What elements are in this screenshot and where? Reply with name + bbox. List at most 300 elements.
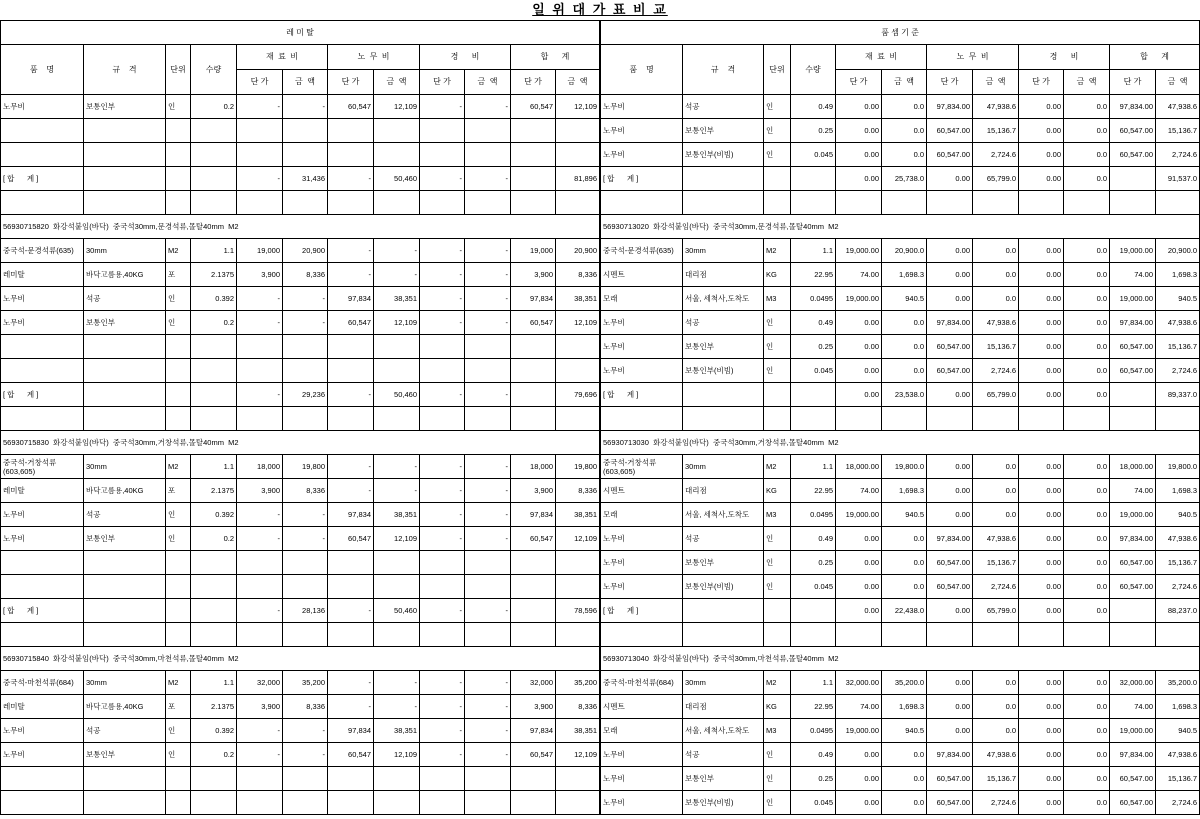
header-amount: 금 액	[374, 70, 420, 95]
unit-cell: 인	[166, 527, 191, 551]
expense-amount-cell: -	[465, 695, 511, 719]
item-row	[1, 239, 600, 263]
expense-amount-cell: 0.0	[1064, 527, 1110, 551]
spec-cell	[84, 767, 166, 791]
labor-unit-price-cell: -	[328, 263, 374, 287]
labor-amount-cell	[374, 335, 420, 359]
total-unit-price-cell	[511, 623, 556, 647]
expense-amount-cell	[465, 623, 511, 647]
labor-unit-price-cell: 97,834	[328, 719, 374, 743]
section-title: 56930715830 화강석붙임(바닥) 중국석30mm,거창석류,몰탈40mm M2	[1, 431, 600, 455]
spec-cell: 보통인부(비빔)	[683, 791, 764, 815]
total-row	[601, 599, 1200, 623]
spec-cell: 석공	[683, 743, 764, 767]
qty-cell	[191, 767, 237, 791]
expense-amount-cell: -	[465, 527, 511, 551]
blank-row	[601, 191, 1200, 215]
expense-amount-cell: 0.0	[1064, 383, 1110, 407]
unit-cell: 인	[764, 767, 791, 791]
total-amount-cell: 12,109	[556, 743, 600, 767]
total-unit-price-cell: 60,547	[511, 743, 556, 767]
unit-cell: 인	[764, 527, 791, 551]
name-cell	[601, 623, 683, 647]
total-amount-cell: 89,337.0	[1156, 383, 1200, 407]
side-title: 품 셈 기 준	[601, 21, 1200, 45]
material-unit-price-cell: 19,000.00	[836, 503, 882, 527]
total-amount-cell: 19,800.0	[1156, 455, 1200, 479]
material-unit-price-cell: 0.00	[836, 119, 882, 143]
material-amount-cell: 8,336	[283, 479, 328, 503]
material-amount-cell: 0.0	[882, 119, 927, 143]
name-cell	[1, 191, 84, 215]
expense-amount-cell: -	[465, 167, 511, 191]
expense-amount-cell: 0.0	[1064, 167, 1110, 191]
qty-cell	[191, 599, 237, 623]
qty-cell	[191, 119, 237, 143]
standard-table	[600, 20, 1200, 815]
material-unit-price-cell: 3,900	[237, 695, 283, 719]
labor-amount-cell: 47,938.6	[973, 311, 1019, 335]
expense-unit-price-cell	[420, 407, 465, 431]
material-amount-cell: 25,738.0	[882, 167, 927, 191]
spec-cell: 보통인부	[84, 311, 166, 335]
expense-unit-price-cell	[420, 143, 465, 167]
name-cell: 노무비	[601, 119, 683, 143]
total-unit-price-cell: 60,547	[511, 95, 556, 119]
name-cell: 모래	[601, 503, 683, 527]
name-cell	[1, 767, 84, 791]
name-cell: 시멘트	[601, 695, 683, 719]
unit-cell: 포	[166, 695, 191, 719]
material-amount-cell	[283, 623, 328, 647]
spec-cell: 보통인부(비빔)	[683, 359, 764, 383]
total-amount-cell	[1156, 407, 1200, 431]
qty-cell: 1.1	[791, 671, 836, 695]
total-amount-cell: 1,698.3	[1156, 263, 1200, 287]
spec-cell: 서울, 세척사,도착도	[683, 287, 764, 311]
material-amount-cell: 0.0	[882, 551, 927, 575]
labor-amount-cell: 15,136.7	[973, 767, 1019, 791]
qty-cell	[791, 599, 836, 623]
labor-unit-price-cell: 60,547	[328, 311, 374, 335]
expense-amount-cell: -	[465, 479, 511, 503]
total-amount-cell: 15,136.7	[1156, 551, 1200, 575]
spec-cell: 바닥고름용,40KG	[84, 695, 166, 719]
expense-amount-cell: -	[465, 719, 511, 743]
spec-cell	[84, 167, 166, 191]
unit-cell: M2	[166, 239, 191, 263]
unit-cell	[166, 551, 191, 575]
unit-cell: 인	[764, 143, 791, 167]
labor-unit-price-cell: -	[328, 695, 374, 719]
labor-unit-price-cell	[328, 407, 374, 431]
qty-cell: 2.1375	[191, 479, 237, 503]
material-unit-price-cell: 0.00	[836, 359, 882, 383]
expense-unit-price-cell: 0.00	[1019, 239, 1064, 263]
total-amount-cell: 35,200.0	[1156, 671, 1200, 695]
qty-cell	[791, 167, 836, 191]
total-amount-cell: 78,596	[556, 599, 600, 623]
expense-unit-price-cell: 0.00	[1019, 767, 1064, 791]
material-unit-price-cell: 0.00	[836, 383, 882, 407]
labor-unit-price-cell: 0.00	[927, 599, 973, 623]
header-expense: 경 비	[420, 45, 511, 70]
section-row	[1, 215, 600, 239]
labor-amount-cell: 0.0	[973, 503, 1019, 527]
total-unit-price-cell	[511, 551, 556, 575]
name-cell	[1, 143, 84, 167]
item-row	[601, 239, 1200, 263]
total-unit-price-cell: 32,000	[511, 671, 556, 695]
spec-cell	[683, 407, 764, 431]
labor-unit-price-cell: 60,547.00	[927, 359, 973, 383]
material-unit-price-cell	[836, 407, 882, 431]
total-unit-price-cell	[1110, 191, 1156, 215]
name-cell: 노무비	[601, 335, 683, 359]
spec-cell	[84, 119, 166, 143]
unit-cell: 인	[764, 335, 791, 359]
header-amount: 금 액	[882, 70, 927, 95]
material-unit-price-cell: 0.00	[836, 551, 882, 575]
material-amount-cell: -	[283, 503, 328, 527]
blank-row	[1, 767, 600, 791]
expense-amount-cell: 0.0	[1064, 95, 1110, 119]
spec-cell: 보통인부	[683, 119, 764, 143]
unit-cell: M3	[764, 719, 791, 743]
header-spec: 규 격	[683, 45, 764, 95]
labor-unit-price-cell: 0.00	[927, 239, 973, 263]
section-title: 56930715820 화강석붙임(바닥) 중국석30mm,문경석류,몰탈40mm M2	[1, 215, 600, 239]
header-name: 품 명	[601, 45, 683, 95]
expense-amount-cell	[465, 335, 511, 359]
total-unit-price-cell: 19,000	[511, 239, 556, 263]
header-qty: 수량	[191, 45, 237, 95]
total-amount-cell: 81,896	[556, 167, 600, 191]
labor-amount-cell	[973, 623, 1019, 647]
total-unit-price-cell	[1110, 623, 1156, 647]
spec-cell: 석공	[84, 503, 166, 527]
expense-amount-cell	[465, 791, 511, 815]
name-cell: 중국석-마천석류(684)	[1, 671, 84, 695]
expense-amount-cell: 0.0	[1064, 551, 1110, 575]
name-cell: 노무비	[1, 527, 84, 551]
expense-unit-price-cell	[420, 119, 465, 143]
material-amount-cell: 35,200.0	[882, 671, 927, 695]
header-qty: 수량	[791, 45, 836, 95]
labor-amount-cell: 65,799.0	[973, 167, 1019, 191]
unit-cell: 인	[166, 743, 191, 767]
spec-cell: 석공	[683, 527, 764, 551]
unit-cell	[166, 167, 191, 191]
total-amount-cell	[556, 359, 600, 383]
qty-cell: 0.392	[191, 503, 237, 527]
spec-cell	[683, 383, 764, 407]
name-cell: 레미탈	[1, 695, 84, 719]
material-amount-cell	[882, 623, 927, 647]
name-cell: [ 합 계 ]	[1, 383, 84, 407]
labor-amount-cell	[374, 143, 420, 167]
unit-cell	[166, 791, 191, 815]
section-title: 56930713020 화강석붙임(바닥) 중국석30mm,문경석류,몰탈40mm M2	[601, 215, 1200, 239]
unit-cell	[166, 335, 191, 359]
name-cell	[1, 335, 84, 359]
total-unit-price-cell: 60,547.00	[1110, 359, 1156, 383]
labor-unit-price-cell: 60,547.00	[927, 575, 973, 599]
item-row	[1, 671, 600, 695]
expense-unit-price-cell: 0.00	[1019, 503, 1064, 527]
item-row	[601, 143, 1200, 167]
material-unit-price-cell	[237, 551, 283, 575]
total-unit-price-cell: 97,834.00	[1110, 743, 1156, 767]
qty-cell	[191, 791, 237, 815]
labor-amount-cell: 2,724.6	[973, 143, 1019, 167]
labor-amount-cell: 47,938.6	[973, 743, 1019, 767]
material-unit-price-cell: 74.00	[836, 695, 882, 719]
spec-cell: 보통인부(비빔)	[683, 575, 764, 599]
expense-unit-price-cell	[420, 335, 465, 359]
material-unit-price-cell: 0.00	[836, 95, 882, 119]
header-unit-price: 단 가	[237, 70, 283, 95]
expense-unit-price-cell: -	[420, 671, 465, 695]
unit-cell	[166, 383, 191, 407]
section-title: 56930713030 화강석붙임(바닥) 중국석30mm,거창석류,몰탈40mm M2	[601, 431, 1200, 455]
expense-amount-cell: 0.0	[1064, 455, 1110, 479]
expense-unit-price-cell: -	[420, 455, 465, 479]
expense-unit-price-cell	[420, 191, 465, 215]
labor-amount-cell	[374, 359, 420, 383]
item-row	[601, 719, 1200, 743]
labor-amount-cell	[374, 623, 420, 647]
expense-unit-price-cell: 0.00	[1019, 95, 1064, 119]
labor-unit-price-cell: 0.00	[927, 479, 973, 503]
spec-cell: 30mm	[683, 671, 764, 695]
total-unit-price-cell: 3,900	[511, 479, 556, 503]
total-unit-price-cell	[511, 575, 556, 599]
material-amount-cell: 940.5	[882, 287, 927, 311]
unit-cell: M2	[764, 455, 791, 479]
material-unit-price-cell: 0.00	[836, 599, 882, 623]
expense-unit-price-cell: -	[420, 95, 465, 119]
unit-cell: 인	[166, 311, 191, 335]
expense-amount-cell: 0.0	[1064, 359, 1110, 383]
header-row	[1, 45, 600, 70]
name-cell	[1, 551, 84, 575]
spec-cell: 30mm	[683, 239, 764, 263]
material-amount-cell: 35,200	[283, 671, 328, 695]
material-amount-cell	[283, 407, 328, 431]
name-cell: 노무비	[601, 311, 683, 335]
total-unit-price-cell: 3,900	[511, 695, 556, 719]
material-unit-price-cell	[237, 335, 283, 359]
expense-unit-price-cell: -	[420, 383, 465, 407]
unit-cell: M3	[764, 503, 791, 527]
total-amount-cell	[556, 551, 600, 575]
expense-amount-cell: -	[465, 503, 511, 527]
labor-unit-price-cell: 97,834.00	[927, 743, 973, 767]
material-amount-cell: 1,698.3	[882, 263, 927, 287]
labor-unit-price-cell: 0.00	[927, 695, 973, 719]
expense-amount-cell: 0.0	[1064, 335, 1110, 359]
unit-cell	[764, 599, 791, 623]
material-amount-cell: 31,436	[283, 167, 328, 191]
labor-unit-price-cell	[927, 623, 973, 647]
labor-amount-cell	[374, 767, 420, 791]
labor-amount-cell: 12,109	[374, 743, 420, 767]
total-amount-cell: 88,237.0	[1156, 599, 1200, 623]
material-amount-cell: 29,236	[283, 383, 328, 407]
name-cell: 노무비	[601, 551, 683, 575]
total-unit-price-cell: 60,547.00	[1110, 791, 1156, 815]
expense-amount-cell	[1064, 191, 1110, 215]
item-row	[601, 551, 1200, 575]
spec-cell: 30mm	[84, 671, 166, 695]
material-unit-price-cell: -	[237, 311, 283, 335]
item-row	[1, 263, 600, 287]
total-unit-price-cell	[511, 191, 556, 215]
expense-unit-price-cell: 0.00	[1019, 167, 1064, 191]
unit-cell	[166, 623, 191, 647]
expense-amount-cell	[465, 575, 511, 599]
labor-unit-price-cell: 60,547	[328, 95, 374, 119]
material-amount-cell: -	[283, 311, 328, 335]
material-unit-price-cell	[237, 191, 283, 215]
expense-unit-price-cell: 0.00	[1019, 383, 1064, 407]
spec-cell	[84, 623, 166, 647]
expense-amount-cell	[465, 143, 511, 167]
expense-amount-cell: 0.0	[1064, 119, 1110, 143]
unit-cell: 인	[166, 719, 191, 743]
labor-amount-cell: 0.0	[973, 239, 1019, 263]
material-amount-cell: -	[283, 719, 328, 743]
total-unit-price-cell: 3,900	[511, 263, 556, 287]
spec-cell: 서울, 세척사,도착도	[683, 719, 764, 743]
material-unit-price-cell	[237, 575, 283, 599]
total-amount-cell: 2,724.6	[1156, 143, 1200, 167]
header-material: 재 료 비	[237, 45, 328, 70]
material-unit-price-cell	[836, 623, 882, 647]
qty-cell	[191, 407, 237, 431]
unit-cell: M2	[166, 671, 191, 695]
labor-amount-cell	[374, 119, 420, 143]
total-amount-cell: 19,800	[556, 455, 600, 479]
qty-cell: 0.392	[191, 719, 237, 743]
header-amount: 금 액	[1156, 70, 1200, 95]
item-row	[601, 119, 1200, 143]
expense-unit-price-cell: 0.00	[1019, 719, 1064, 743]
total-amount-cell	[1156, 191, 1200, 215]
item-row	[601, 359, 1200, 383]
total-unit-price-cell: 60,547.00	[1110, 575, 1156, 599]
total-amount-cell	[556, 143, 600, 167]
spec-cell	[84, 551, 166, 575]
item-row	[1, 503, 600, 527]
expense-amount-cell	[465, 407, 511, 431]
labor-amount-cell: 2,724.6	[973, 791, 1019, 815]
spec-cell: 보통인부	[683, 335, 764, 359]
expense-unit-price-cell: 0.00	[1019, 335, 1064, 359]
labor-unit-price-cell	[927, 191, 973, 215]
total-amount-cell: 1,698.3	[1156, 695, 1200, 719]
header-labor: 노 무 비	[927, 45, 1019, 70]
spec-cell	[84, 335, 166, 359]
expense-unit-price-cell	[1019, 623, 1064, 647]
blank-row	[1, 143, 600, 167]
material-unit-price-cell: 32,000	[237, 671, 283, 695]
expense-amount-cell: -	[465, 95, 511, 119]
material-unit-price-cell: 19,000.00	[836, 239, 882, 263]
spec-cell: 바닥고름용,40KG	[84, 479, 166, 503]
labor-unit-price-cell: -	[328, 671, 374, 695]
labor-unit-price-cell	[328, 143, 374, 167]
spec-cell: 대리점	[683, 695, 764, 719]
name-cell: 노무비	[1, 287, 84, 311]
total-amount-cell: 2,724.6	[1156, 575, 1200, 599]
unit-cell	[764, 167, 791, 191]
qty-cell: 1.1	[191, 671, 237, 695]
total-unit-price-cell: 74.00	[1110, 695, 1156, 719]
expense-unit-price-cell: 0.00	[1019, 287, 1064, 311]
material-amount-cell	[283, 191, 328, 215]
name-cell: 중국석-거창석류 (603,605)	[1, 455, 84, 479]
unit-cell: M2	[166, 455, 191, 479]
total-amount-cell	[556, 119, 600, 143]
total-amount-cell: 91,537.0	[1156, 167, 1200, 191]
labor-unit-price-cell: -	[328, 599, 374, 623]
labor-unit-price-cell: 60,547.00	[927, 143, 973, 167]
labor-amount-cell: -	[374, 263, 420, 287]
material-unit-price-cell	[237, 623, 283, 647]
expense-unit-price-cell: 0.00	[1019, 263, 1064, 287]
qty-cell: 0.25	[791, 551, 836, 575]
table-header	[1, 21, 600, 95]
unit-cell: 포	[166, 479, 191, 503]
material-amount-cell: 940.5	[882, 503, 927, 527]
material-amount-cell: 19,800.0	[882, 455, 927, 479]
qty-cell: 22.95	[791, 695, 836, 719]
labor-unit-price-cell	[328, 191, 374, 215]
labor-amount-cell: 12,109	[374, 311, 420, 335]
item-row	[1, 695, 600, 719]
total-unit-price-cell	[1110, 599, 1156, 623]
total-unit-price-cell: 18,000	[511, 455, 556, 479]
material-unit-price-cell	[237, 119, 283, 143]
labor-amount-cell: 47,938.6	[973, 527, 1019, 551]
name-cell: 노무비	[1, 503, 84, 527]
qty-cell: 0.392	[191, 287, 237, 311]
expense-amount-cell	[1064, 407, 1110, 431]
total-amount-cell: 940.5	[1156, 503, 1200, 527]
material-amount-cell: 8,336	[283, 263, 328, 287]
labor-unit-price-cell: 97,834.00	[927, 311, 973, 335]
expense-unit-price-cell: 0.00	[1019, 575, 1064, 599]
material-amount-cell: 8,336	[283, 695, 328, 719]
name-cell	[1, 575, 84, 599]
table-header	[601, 21, 1200, 95]
name-cell: 중국석-문경석류(635)	[1, 239, 84, 263]
expense-amount-cell: 0.0	[1064, 695, 1110, 719]
unit-cell	[166, 143, 191, 167]
blank-row	[1, 335, 600, 359]
total-unit-price-cell: 97,834	[511, 287, 556, 311]
blank-row	[1, 191, 600, 215]
name-cell: 노무비	[601, 527, 683, 551]
labor-unit-price-cell: 60,547	[328, 527, 374, 551]
total-amount-cell: 15,136.7	[1156, 119, 1200, 143]
total-amount-cell: 38,351	[556, 719, 600, 743]
spec-cell: 보통인부	[84, 743, 166, 767]
section-row	[1, 431, 600, 455]
blank-row	[1, 623, 600, 647]
